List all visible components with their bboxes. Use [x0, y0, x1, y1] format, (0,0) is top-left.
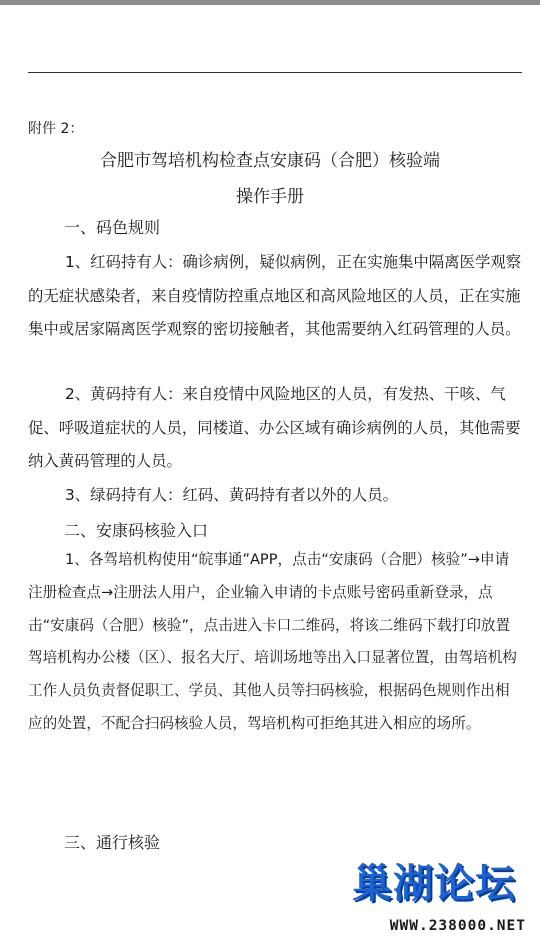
doc-title-line1: 合肥市驾培机构检查点安康码（合肥）核验端 — [100, 151, 440, 171]
attachment-label: 附件 2： — [28, 121, 84, 137]
watermark-logo — [336, 852, 526, 934]
watermark-url: WWW.238000.NET — [389, 918, 526, 934]
yellow-code-paragraph: 2、黄码持有人：来自疫情中风险地区的人员，有发热、干咳、气促、呼吸道症状的人员，同楼道、办公区域有确诊病例的人员，其他需要纳入黄码管理的人员。 — [28, 385, 521, 471]
entry-paragraph: 1、各驾培机构使用“皖事通”APP，点击“安康码（合肥）核验”→申请注册检查点→注册法人用户，企业输入申请的卡点账号密码重新登录，点击“安康码（合肥）核验”，点击进入卡口二维码，将该二维码下载打印放置驾培机构办公楼（区）、报名大厅、培训场地等出入口显著位置，由驾培机构工作人员负责督促职工、学员、其他人员等扫码核验，根据码色规则作出相应的处置，不配合扫码核验人员，驾培机构可拒绝其进入相应的场所。 — [28, 551, 517, 732]
doc-title-line2: 操作手册 — [236, 187, 304, 207]
section3-heading: 三、通行核验 — [64, 833, 161, 852]
header-rule — [28, 72, 522, 73]
watermark-name: 巢湖论坛 — [352, 861, 516, 907]
red-code-paragraph: 1、红码持有人：确诊病例，疑似病例，正在实施集中隔离医学观察的无症状感染者，来自疫情防控重点地区和高风险地区的人员，正在实施集中或居家隔离医学观察的密切接触者，其他需要纳入红码管理的人员。 — [28, 253, 522, 339]
green-code-paragraph: 3、绿码持有人：红码、黄码持有者以外的人员。 — [65, 486, 398, 504]
section1-heading: 一、码色规则 — [64, 218, 161, 237]
section2-heading: 二、安康码核验入口 — [64, 521, 209, 540]
top-border — [0, 0, 540, 5]
